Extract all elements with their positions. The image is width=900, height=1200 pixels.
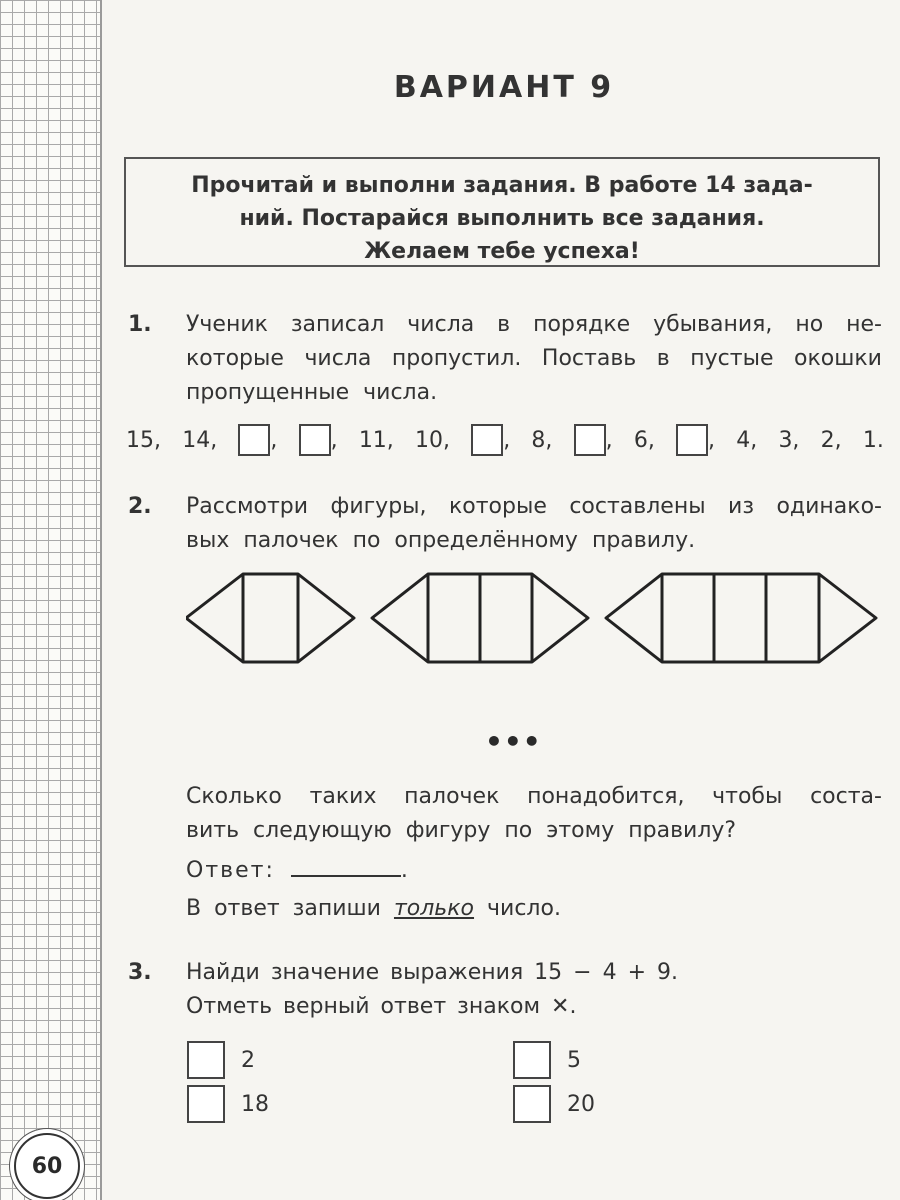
figure-2	[372, 574, 588, 662]
sequence-number	[863, 428, 884, 453]
sequence-text: 1.	[862, 427, 884, 453]
sequence-blank[interactable]	[471, 424, 510, 456]
option-checkbox[interactable]	[187, 1041, 225, 1079]
answer-row	[186, 854, 882, 888]
word: вить	[186, 818, 240, 843]
option-label: 20	[567, 1091, 595, 1117]
sequence-text: 10,	[415, 427, 451, 453]
task-1-text	[186, 308, 882, 410]
instructions-line: Прочитай и выполни задания. В работе 14 зада-	[191, 173, 813, 198]
word: одинако-	[776, 494, 882, 519]
sequence-number	[182, 428, 217, 453]
sequence-text: ,	[605, 427, 613, 453]
word: пустые	[690, 346, 774, 371]
word: убывания,	[653, 312, 773, 337]
note-text: число.	[487, 896, 561, 921]
figure-1	[186, 574, 354, 662]
grid-margin	[0, 0, 100, 1200]
word: правилу.	[591, 528, 696, 553]
sequence-text: 15,	[126, 427, 161, 453]
word: по	[504, 818, 533, 843]
answer-box[interactable]	[238, 424, 270, 456]
word: фигуру	[405, 818, 491, 843]
answer-period: .	[400, 858, 408, 883]
note-text: В ответ запиши	[186, 896, 381, 921]
sequence-text: ,	[503, 427, 511, 453]
task-2-number: 2.	[128, 494, 152, 519]
answer-blank[interactable]	[291, 857, 401, 877]
text-line	[186, 780, 882, 814]
word: пропущенные	[186, 380, 350, 405]
sequence-text: ,	[708, 427, 716, 453]
instructions-line: Желаем тебе успеха!	[364, 239, 640, 264]
margin-divider	[100, 0, 102, 1200]
word: но	[795, 312, 824, 337]
word: числа.	[363, 380, 438, 405]
task-3-text	[186, 956, 882, 1024]
sequence-text: 8,	[531, 427, 553, 453]
sequence-text: 2,	[820, 427, 842, 453]
word: понадобится,	[527, 784, 685, 809]
option-checkbox[interactable]	[513, 1085, 551, 1123]
word: фигуры,	[330, 494, 427, 519]
option-checkbox[interactable]	[513, 1041, 551, 1079]
sequence-blank[interactable]	[574, 424, 613, 456]
option-label: 18	[241, 1091, 269, 1117]
word: в	[656, 346, 670, 371]
note-emphasis: только	[393, 896, 475, 921]
sequence-number	[126, 428, 161, 453]
sequence-text: 14,	[182, 427, 218, 453]
instructions-box	[124, 157, 880, 267]
word: которые	[186, 346, 284, 371]
text-line: Найди значение выражения 15 − 4 + 9.	[186, 960, 678, 985]
word: записал	[290, 312, 385, 337]
answer-box[interactable]	[299, 424, 331, 456]
instructions-line: ний. Постарайся выполнить все задания.	[239, 206, 765, 231]
answer-box[interactable]	[574, 424, 606, 456]
option-label: 2	[241, 1047, 255, 1073]
task-2-text	[186, 490, 882, 558]
answer-label: Ответ:	[186, 858, 275, 883]
page-title: ВАРИАНТ 9	[393, 70, 615, 105]
word: таких	[309, 784, 377, 809]
text-line	[186, 490, 882, 524]
ellipsis: •••	[485, 725, 542, 758]
word: Поставь	[541, 346, 637, 371]
sequence-number	[634, 428, 655, 453]
sequence-number	[736, 428, 757, 453]
word: окошки	[794, 346, 882, 371]
text-line	[186, 376, 882, 410]
option-label: 5	[567, 1047, 581, 1073]
answer-box[interactable]	[676, 424, 708, 456]
word: по	[352, 528, 381, 553]
word: Сколько	[186, 784, 282, 809]
word: вых	[186, 528, 230, 553]
text-line	[186, 524, 882, 558]
sequence-text: 4,	[736, 427, 758, 453]
word: в	[497, 312, 511, 337]
sequence-number	[821, 428, 842, 453]
option-checkbox[interactable]	[187, 1085, 225, 1123]
word: чтобы	[712, 784, 783, 809]
stick-figures	[186, 570, 886, 670]
word: палочек	[243, 528, 339, 553]
word: Рассмотри	[186, 494, 309, 519]
word: палочек	[404, 784, 500, 809]
sequence-blank[interactable]	[676, 424, 715, 456]
word: числа	[407, 312, 475, 337]
option-20[interactable]	[513, 1085, 595, 1123]
sequence-number	[531, 428, 552, 453]
sequence-blank[interactable]	[238, 424, 277, 456]
sequence-number	[359, 428, 394, 453]
option-5[interactable]	[513, 1041, 581, 1079]
sequence-number	[778, 428, 799, 453]
sequence-number	[415, 428, 450, 453]
sequence-text: 11,	[358, 427, 394, 453]
word: этому	[546, 818, 615, 843]
word: которые	[448, 494, 547, 519]
text-line	[186, 814, 882, 848]
task-1-number: 1.	[128, 312, 152, 337]
figure-3	[606, 574, 876, 662]
word: составлены	[569, 494, 706, 519]
sequence-text: 3,	[778, 427, 800, 453]
option-2[interactable]	[187, 1041, 255, 1079]
word: порядке	[533, 312, 631, 337]
answer-box[interactable]	[471, 424, 503, 456]
word: правилу?	[628, 818, 737, 843]
option-18[interactable]	[187, 1085, 269, 1123]
text-line: Отметь верный ответ знаком ✕.	[186, 994, 577, 1019]
word: соста-	[810, 784, 882, 809]
sequence-text: ,	[270, 427, 278, 453]
word: Ученик	[186, 312, 268, 337]
text-line	[186, 342, 882, 376]
answer-note	[186, 892, 882, 926]
word: следующую	[253, 818, 392, 843]
number-sequence	[126, 420, 884, 460]
task-2-question	[186, 780, 882, 848]
text-line	[186, 308, 882, 342]
word: определённому	[394, 528, 578, 553]
word: пропустил.	[391, 346, 522, 371]
sequence-text: 6,	[633, 427, 655, 453]
word: числа	[304, 346, 372, 371]
word: из	[728, 494, 755, 519]
word: не-	[846, 312, 882, 337]
sequence-blank[interactable]	[299, 424, 338, 456]
page-number: 60	[14, 1133, 80, 1199]
sequence-text: ,	[330, 427, 338, 453]
task-3-number: 3.	[128, 960, 152, 985]
